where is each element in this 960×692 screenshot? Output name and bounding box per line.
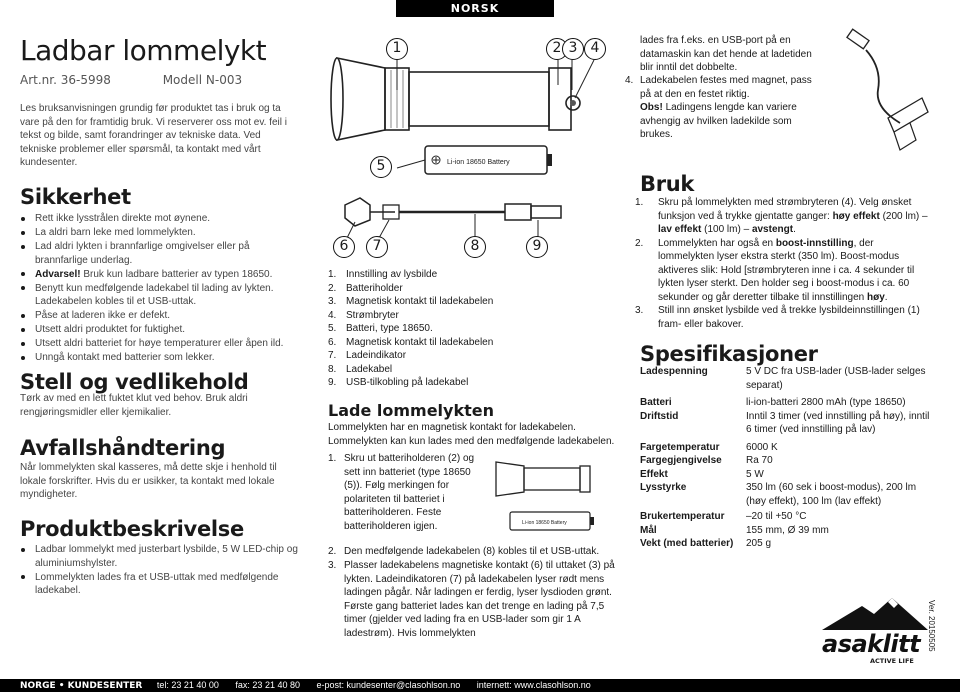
heading-avfall: Avfallshåndtering [20, 436, 226, 460]
cable-illustration [830, 28, 930, 168]
footer-brand: NORGE • KUNDESENTER [20, 681, 143, 691]
lade-step-2: 2. Den medfølgende ladekabelen (8) kobles til et USB-uttak. [328, 546, 600, 557]
brand-tagline: ACTIVE LIFE [870, 657, 914, 665]
flashlight-body [409, 72, 549, 126]
list-item: Lommelykten lades fra et USB-uttak med medfølgende ladekabel. [20, 571, 304, 598]
version-label: Ver. 20150505 [927, 600, 936, 652]
spec-row: Fargegjengivelse Ra 70 [640, 455, 773, 466]
spec-row: Brukertemperatur –20 til +50 °C [640, 511, 807, 522]
lade-step-4: 4. Ladekabelen festes med magnet, pass på at den en festet riktig. [625, 75, 812, 100]
list-item: 1. Innstilling av lysbilde [328, 269, 438, 280]
document-title: Ladbar lommelykt [20, 34, 267, 67]
heading-stell: Stell og vedlikehold [20, 370, 249, 394]
callout-9: 9 [526, 236, 548, 258]
heading-sikkerhet: Sikkerhet [20, 185, 131, 209]
list-item: 3. Still inn ønsket lysbilde ved å trekke lysbildeinnstillingen (1) fram- eller bakover. [635, 305, 920, 330]
list-item: 6. Magnetisk kontakt til ladekabelen [328, 336, 494, 348]
flashlight-head [337, 58, 385, 140]
spec-row: Fargetemperatur 6000 K [640, 441, 778, 453]
spec-row: Mål 155 mm, Ø 39 mm [640, 524, 829, 536]
list-item: 5. Batteri, type 18650. [328, 323, 433, 334]
list-item: 2. Lommelykten har også en boost-innstilling, der lommelykten lyser ekstra sterkt (350 lm). Boost-modus aktiveres slik: Hold [strømbryteren inne i ca. 4 sekunder til lykten lyser sterkt. Den holder seg i boost-modus i ca. 60 sekunder og går deretter tilbake til innstillingen høy. [635, 237, 915, 303]
warning-label: Advarsel! [35, 268, 81, 280]
product-list [20, 543, 304, 598]
lade-step-1: 1. Skru ut batteriholderen (2) og sett inn batteriet (type 18650 (5)). Følg merkingen for polariteten til batteriet i batteriholderen. Feste batteriholderen igjen. [328, 453, 475, 532]
list-item: Unngå kontakt med batterier som lekker. [20, 351, 304, 365]
article-number: Art.nr. 36-5998 [20, 73, 111, 87]
list-item: 1. Skru på lommelykten med strømbryteren (4). Velg ønsket funksjon ved å trykke gjentatte ganger: høy effekt (200 lm) – lav effekt (100 lm) – avstengt. [635, 197, 928, 235]
avfall-text: Når lommelykten skal kasseres, må dette skje i henhold til lokale forskrifter. Hvis du er usikker, ta kontakt med lokale myndigheter. [20, 462, 277, 500]
lade-step-3: 3. Plasser ladekabelens magnetiske kontakt (6) til uttaket (3) på lykten. Ladeindikatoren (7) på ladekabelen lyser rødt mens ladingen pågår. Når ladingen er ferdig, lyser lysdioden grønt. Første gang batteriet lades kan det trenge en lading på 7,5 timer (gjelder ved lading fra en USB-lader som gir 1 A ladestrøm). Hvis lommelykten [328, 560, 615, 639]
parts-list [328, 268, 618, 390]
spec-row: Lysstyrke 350 lm (60 sek i boost-modus), 200 lm (høy effekt), 100 lm (lav effekt) [640, 482, 917, 507]
callout-3: 3 [562, 38, 584, 60]
spec-row: Driftstid Inntil 3 timer (ved innstilling på høy), inntil 6 timer (ved innstilling på lav) [640, 410, 930, 435]
brand-logo: asaklitt [822, 630, 921, 658]
step-number: 4. [625, 75, 634, 86]
footer-phone: tel: 23 21 40 00 [156, 680, 219, 690]
spec-row: Batteri li-ion-batteri 2800 mAh (type 18650) [640, 397, 906, 408]
obs-label: Obs! [640, 102, 663, 113]
heading-bruk: Bruk [640, 172, 695, 196]
warning-text: Bruk kun ladbare batterier av typen 18650. [83, 268, 273, 280]
mountain-logo-icon [822, 596, 928, 632]
callout-6: 6 [333, 236, 355, 258]
list-item: Ladbar lommelykt med justerbart lysbilde, 5 W LED-chip og aluminiumshylster. [20, 543, 304, 570]
list-item: 9. USB-tilkobling på ladekabel [328, 377, 469, 388]
article-line [20, 72, 290, 88]
step-1-illustration [490, 452, 618, 542]
model-number: Modell N-003 [162, 73, 243, 87]
specs-table [640, 365, 930, 551]
list-item: Utsett aldri produktet for fuktighet. [20, 323, 304, 337]
heading-lade: Lade lommelykten [328, 401, 494, 420]
callout-4: 4 [584, 38, 606, 60]
callout-2: 2 [546, 38, 568, 60]
list-item: 4. Strømbryter [328, 309, 399, 321]
heading-spesifikasjoner: Spesifikasjoner [640, 342, 818, 366]
footer-email[interactable]: e-post: kundesenter@clasohlson.no [316, 680, 461, 690]
list-item: 8. Ladekabel [328, 363, 393, 375]
flashlight-lens [331, 58, 343, 140]
lade-intro: Lommelykten har en magnetisk kontakt for ladekabelen. Lommelykten kan kun lades med den medfølgende ladekabelen. [328, 422, 615, 447]
intro-text: Les bruksanvisningen grundig før produktet tas i bruk og ta vare på den for framtidig bruk. Vi reserverer oss mot ev. feil i tekst og bilde, samt forandringer av tekniske data. Ved tekniske problemer eller spørsmål, ta kontakt med vårt kundesenter. [20, 103, 287, 168]
callout-1: 1 [386, 38, 408, 60]
spec-row: Ladespenning 5 V DC fra USB-lader (USB-lader selges separat) [640, 366, 926, 391]
magnetic-connector [345, 198, 370, 226]
list-item: 2. Batteriholder [328, 282, 403, 294]
step-number: 1. [328, 453, 337, 464]
usb-plug [505, 204, 531, 220]
step-number: 2. [328, 546, 337, 557]
spec-row: Vekt (med batterier) 205 g [640, 538, 772, 549]
callout-5: 5 [370, 156, 392, 178]
battery-label: Li-ion 18650 Battery [447, 159, 510, 166]
callout-7: 7 [366, 236, 388, 258]
charging-continued: lades fra f.eks. en USB-port på en datamaskin kan det hende at ladetiden blir inntil det dobbelte. [640, 35, 812, 73]
footer-fax: fax: 23 21 40 80 [235, 680, 300, 690]
list-item: Rett ikke lysstrålen direkte mot øynene. [20, 212, 304, 226]
list-item [20, 268, 304, 282]
language-tab: NORSK [396, 0, 554, 17]
list-item: Påse at laderen ikke er defekt. [20, 309, 304, 323]
list-item: La aldri barn leke med lommelykten. [20, 226, 304, 240]
step-number: 3. [328, 560, 337, 571]
obs-note [640, 101, 815, 142]
footer-website[interactable]: internett: www.clasohlson.no [476, 680, 591, 690]
stell-text: Tørk av med en lett fuktet klut ved behov. Bruk aldri rengjøringsmidler eller kjemikalier. [20, 393, 248, 418]
spec-row: Effekt 5 W [640, 468, 764, 480]
heading-produkt: Produktbeskrivelse [20, 517, 244, 541]
list-item: 3. Magnetisk kontakt til ladekabelen [328, 296, 494, 307]
footer-bar [0, 679, 960, 692]
safety-list [20, 212, 304, 365]
usage-list [625, 196, 930, 331]
list-item: 7. Ladeindikator [328, 350, 407, 361]
battery-label: Li-ion 18650 Battery [522, 520, 567, 526]
callout-8: 8 [464, 236, 486, 258]
product-illustration [325, 30, 625, 260]
list-item: Utsett aldri batteriet for høye temperaturer eller åpen ild. [20, 337, 304, 351]
list-item: Lad aldri lykten i brannfarlige omgivelser eller på brannfarlige underlag. [20, 240, 304, 267]
obs-text: Ladingens lengde kan variere avhengig av hvilken ladekilde som brukes. [640, 102, 797, 140]
list-item: Benytt kun medfølgende ladekabel til lading av lykten. Ladekabelen kobles til et USB-uttak. [20, 282, 304, 309]
